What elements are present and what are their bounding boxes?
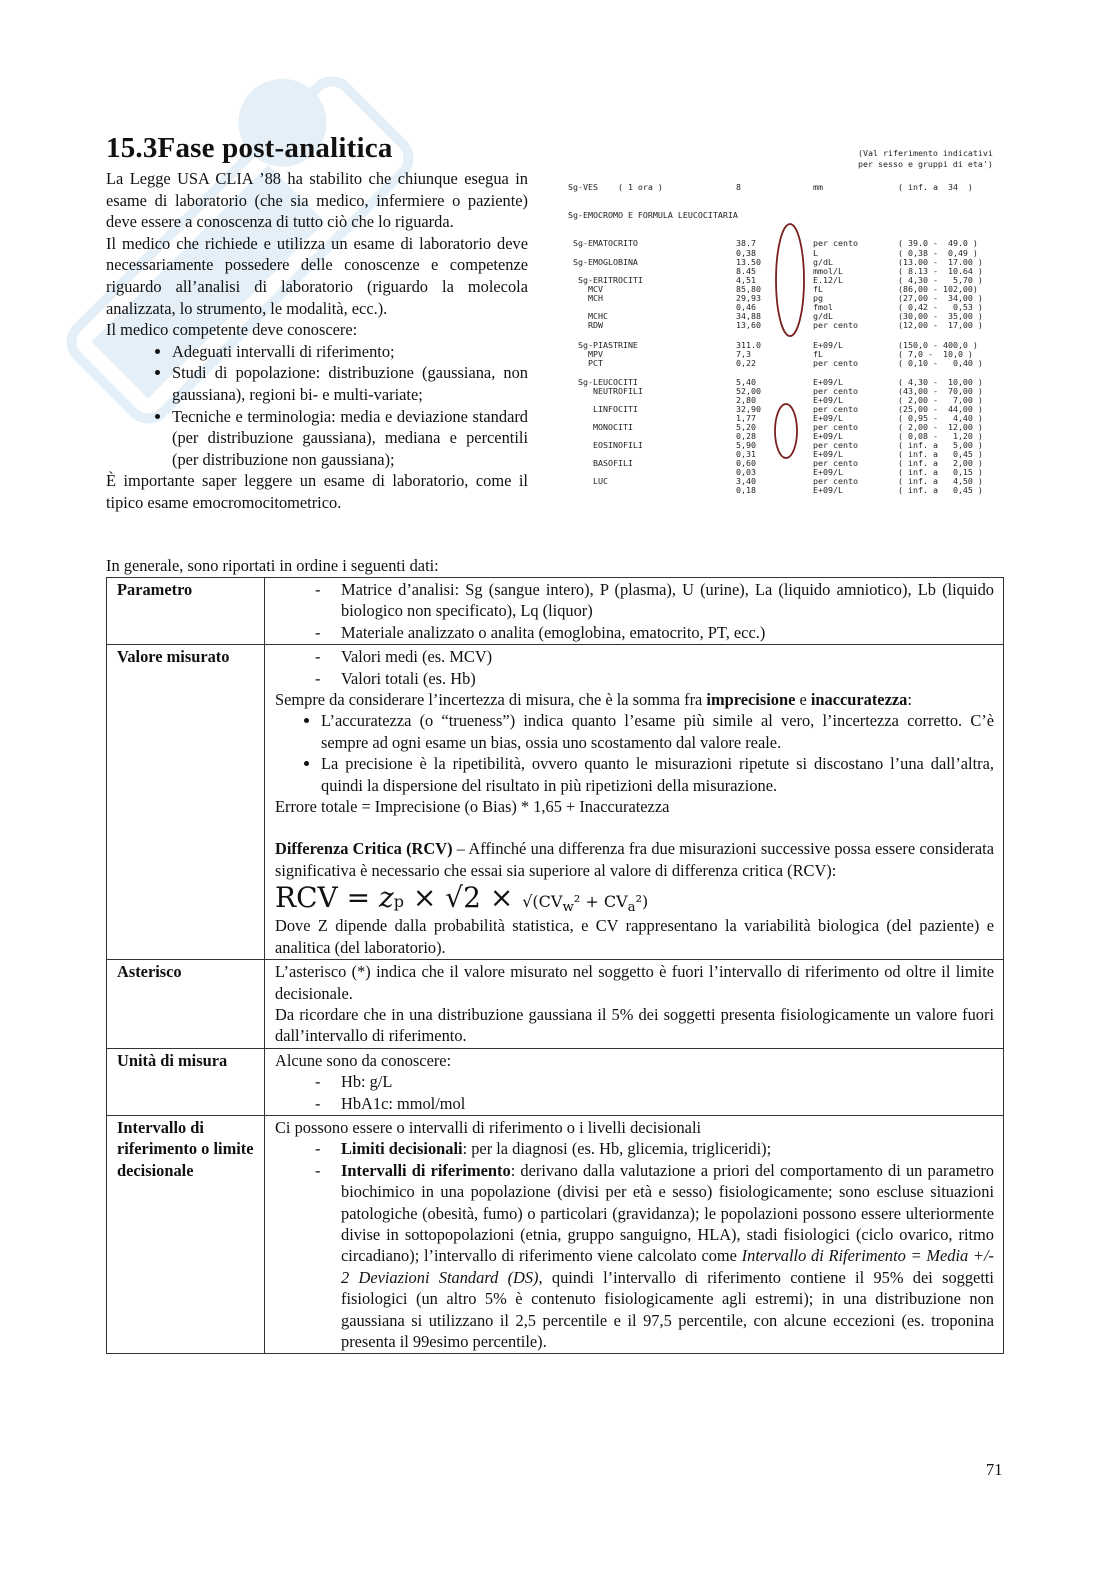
lab-range: ( 0,38 - 0,49 ) xyxy=(898,248,978,258)
lab-unit: fL xyxy=(813,349,823,359)
lab-name: NEUTROFILI xyxy=(568,386,643,396)
lab-range: (25,00 - 44,00 ) xyxy=(898,404,983,414)
lab-unit: per cento xyxy=(813,404,858,414)
lab-range: ( 2,00 - 7,00 ) xyxy=(898,395,983,405)
lab-name: Sg-EMOCROMO E FORMULA LEUCOCITARIA xyxy=(568,210,738,220)
asterisk-text: Da ricordare che in una distribuzione gaussiana il 5% dei soggetti presenta fisiologicamente un valore fuori dall’intervallo di riferimento. xyxy=(275,1004,994,1046)
lab-range: ( inf. a 0,45 ) xyxy=(898,485,983,495)
lab-range: (150,0 - 400,0 ) xyxy=(898,340,978,350)
lab-value: 29,93 xyxy=(736,293,761,303)
lab-range: (12,00 - 17,00 ) xyxy=(898,320,983,330)
lab-name: Sg-PIASTRINE xyxy=(568,340,638,350)
lab-unit: g/dL xyxy=(813,257,833,267)
lab-value: 0,46 xyxy=(736,302,756,312)
lab-value: 0,28 xyxy=(736,431,756,441)
row-label: Valore misurato xyxy=(107,645,265,960)
lab-range: ( 8.13 - 10.64 ) xyxy=(898,266,983,276)
table-row xyxy=(107,645,1004,960)
lab-value: 5,90 xyxy=(736,440,756,450)
intro-text xyxy=(106,168,528,514)
highlight-oval xyxy=(776,224,804,336)
table-row xyxy=(107,578,1004,645)
dash-list xyxy=(275,1071,994,1114)
lab-range: ( inf. a 2,00 ) xyxy=(898,458,983,468)
lab-range: ( inf. a 4,50 ) xyxy=(898,476,983,486)
lab-unit: E+09/L xyxy=(813,395,843,405)
lab-range: (13.00 - 17.00 ) xyxy=(898,257,983,267)
lab-unit: per cento xyxy=(813,238,858,248)
lab-unit: g/dL xyxy=(813,311,833,321)
highlight-ovals xyxy=(558,148,1028,503)
lab-value: 0,03 xyxy=(736,467,756,477)
list-item: • Studi di popolazione: distribuzione (gaussiana, non gaussiana), regioni bi- e multi-variate; xyxy=(172,362,528,405)
lab-value: 0,38 xyxy=(736,248,756,258)
lab-name: BASOFILI xyxy=(568,458,633,468)
lab-unit: per cento xyxy=(813,386,858,396)
lab-value: 13,60 xyxy=(736,320,761,330)
data-table xyxy=(106,577,1004,1354)
interval-intro: Ci possono essere o intervalli di riferimento o i livelli decisionali xyxy=(275,1117,702,1137)
intro-paragraph: Il medico competente deve conoscere: xyxy=(106,320,358,340)
lab-unit: pg xyxy=(813,293,823,303)
lab-unit: per cento xyxy=(813,458,858,468)
lab-value: 0,22 xyxy=(736,358,756,368)
lab-value: 311.0 xyxy=(736,340,761,350)
lab-value: 7,3 xyxy=(736,349,751,359)
lab-range: (43,00 - 70,00 ) xyxy=(898,386,983,396)
row-label: Intervallo di riferimento o limite decisionale xyxy=(107,1115,265,1353)
lab-unit: E+09/L xyxy=(813,377,843,387)
list-item: - Valori totali (es. Hb) xyxy=(315,668,994,689)
bullet-list xyxy=(275,710,994,796)
lab-value: 34,88 xyxy=(736,311,761,321)
lab-name: MCHC xyxy=(568,311,608,321)
lab-range: ( 4,30 - 10,00 ) xyxy=(898,377,983,387)
lab-range: ( 0,95 - 4,40 ) xyxy=(898,413,983,423)
total-error-text: Errore totale = Imprecisione (o Bias) * 1,65 + Inaccuratezza xyxy=(275,797,670,817)
row-content xyxy=(265,578,1004,645)
lab-report-image xyxy=(558,148,1028,503)
lab-value: 32,90 xyxy=(736,404,761,414)
dash-list xyxy=(275,646,994,689)
lab-unit: per cento xyxy=(813,476,858,486)
lab-range: ( 4,30 - 5,70 ) xyxy=(898,275,983,285)
lab-unit: E+09/L xyxy=(813,413,843,423)
lab-value: 85,80 xyxy=(736,284,761,294)
asterisk-text: L’asterisco (*) indica che il valore misurato nel soggetto è fuori l’intervallo di riferimento od oltre il limite decisionale. xyxy=(275,962,994,1003)
lab-value: 0,60 xyxy=(736,458,756,468)
lab-unit: per cento xyxy=(813,440,858,450)
lab-unit: fL xyxy=(813,284,823,294)
list-item: • Tecniche e terminologia: media e deviazione standard (per distribuzione gaussiana), mediana e percentili (per distribuzione non gaussiana); xyxy=(172,406,528,471)
lab-name: PCT xyxy=(568,358,603,368)
lab-name: EOSINOFILI xyxy=(568,440,643,450)
lab-unit: E+09/L xyxy=(813,467,843,477)
lab-unit: E+09/L xyxy=(813,431,843,441)
lab-name: Sg-EMATOCRITO xyxy=(568,238,638,248)
lab-name: Sg-ERITROCITI xyxy=(568,275,643,285)
lab-name: LINFOCITI xyxy=(568,404,638,414)
lab-unit: mmol/L xyxy=(813,266,843,276)
list-item: - Limiti decisionali: per la diagnosi (es. Hb, glicemia, trigliceridi); xyxy=(315,1138,994,1159)
rcv-explanation: Dove Z dipende dalla probabilità statistica, e CV rappresentano la variabilità biologica (del paziente) e analitica (del laboratorio). xyxy=(275,916,994,957)
section-title: 15.3Fase post-analitica xyxy=(106,132,393,164)
row-label: Parametro xyxy=(107,578,265,645)
intro-bullet-list xyxy=(106,341,528,471)
lab-range: ( inf. a 0,45 ) xyxy=(898,449,983,459)
lab-value: 3,40 xyxy=(736,476,756,486)
lab-range: ( 2,00 - 12,00 ) xyxy=(898,422,983,432)
dash-list xyxy=(275,579,994,643)
lab-value: 1,77 xyxy=(736,413,756,423)
rcv-formula: RCV = zp × $√2 \times √(CV_w^2 + CV_a^2)$ xyxy=(275,881,649,916)
lab-value: 0,31 xyxy=(736,449,756,459)
highlight-oval xyxy=(775,404,797,458)
lab-name: MCH xyxy=(568,293,603,303)
list-item: • L’accuratezza (o “trueness”) indica quanto l’esame più simile al vero, l’incertezza corretto. C’è sempre ad ogni esame un bias, ossia uno scostamento dal valore reale. xyxy=(321,710,994,753)
lab-range: ( 0,10 - 0,40 ) xyxy=(898,358,983,368)
list-item: - Matrice d’analisi: Sg (sangue intero), P (plasma), U (urine), La (liquido amniotico), Lb (liquido biologico non specificato), Lq (liquor) xyxy=(315,579,994,622)
lab-name: MONOCITI xyxy=(568,422,633,432)
lab-unit: E.12/L xyxy=(813,275,843,285)
row-content xyxy=(265,1048,1004,1115)
lab-range: (86,00 - 102,00) xyxy=(898,284,978,294)
lab-unit: per cento xyxy=(813,358,858,368)
lab-report-note: (Val riferimento indicativi per sesso e gruppi di eta') xyxy=(858,148,993,169)
row-label: Unità di misura xyxy=(107,1048,265,1115)
lab-name: Sg-LEUCOCITI xyxy=(568,377,638,387)
lab-range: ( 39.0 - 49.0 ) xyxy=(898,238,978,248)
lab-name: MCV xyxy=(568,284,603,294)
page-number: 71 xyxy=(986,1460,1003,1479)
list-item: - Valori medi (es. MCV) xyxy=(315,646,994,667)
lab-name: Sg-EMOGLOBINA xyxy=(568,257,638,267)
lab-range: ( 0,08 - 1,20 ) xyxy=(898,431,983,441)
lab-name: MPV xyxy=(568,349,603,359)
lab-value: 8.45 xyxy=(736,266,756,276)
dash-list xyxy=(275,1138,994,1352)
intro-paragraph: La Legge USA CLIA ’88 ha stabilito che chiunque esegua in esame di laboratorio (che sia medico, infermiere o paziente) deve essere a conoscenza di tutto ciò che lo riguarda. xyxy=(106,169,528,232)
list-item: • La precisione è la ripetibilità, ovvero quanto le misurazioni ripetute si discostano l’una dall’altra, quindi la dispersione del risultato in più ripetizioni della misurazione. xyxy=(321,753,994,796)
intro-paragraph: È importante saper leggere un esame di laboratorio, come il tipico esame emocromocitometrico. xyxy=(106,471,528,512)
lab-unit: E+09/L xyxy=(813,449,843,459)
list-item: • Adeguati intervalli di riferimento; xyxy=(172,341,528,363)
row-content xyxy=(265,1115,1004,1353)
lab-value: 38.7 xyxy=(736,238,756,248)
lab-unit: per cento xyxy=(813,320,858,330)
units-intro: Alcune sono da conoscere: xyxy=(275,1050,452,1070)
table-row xyxy=(107,1115,1004,1353)
rcv-text: Differenza Critica (RCV) – Affinché una differenza fra due misurazioni successive possa essere considerata significativa è necessario che essai sia superiore al valore di differenza critica (RCV): xyxy=(275,839,994,880)
lab-name: Sg-VES ( 1 ora ) xyxy=(568,182,663,192)
lab-name: LUC xyxy=(568,476,608,486)
row-content xyxy=(265,960,1004,1049)
intro-paragraph: Il medico che richiede e utilizza un esame di laboratorio deve necessariamente possedere delle conoscenze e competenze riguardo all’analisi di laboratorio (riguardo la molecola analizzata, lo strumento, le modalità, ecc.). xyxy=(106,233,528,318)
row-content xyxy=(265,645,1004,960)
lab-unit: L xyxy=(813,248,818,258)
table-row xyxy=(107,1048,1004,1115)
lab-value: 13.50 xyxy=(736,257,761,267)
lab-unit: E+09/L xyxy=(813,485,843,495)
list-item: - Intervalli di riferimento: derivano dalla valutazione a priori del comportamento di un parametro biochimico in una popolazione (divisi per età e sesso) fisiologicamente; sono escluse situazioni patologiche (obesità, fumo) o particolari (gravidanza); le popolazioni possono essere ulteriormente divise in sottopopolazioni (etnia, gruppo sanguigno, HLA), stadi fisiologici (ciclo ovarico, ritmo circadiano); l’intervallo di riferimento viene calcolato come Intervallo di Riferimento = Media +/- 2 Deviazioni Standard (DS), quindi l’intervallo di riferimento contiene il 95% dei soggetti fisiologici (un altro 5% è contenuto fisiologicamente agli estremi); in una distribuzione non gaussiana si utilizzano il 2,5 percentile e il 97,5 percentile, con alcune eccezioni (es. troponina presenta il 99esimo percentile). xyxy=(315,1160,994,1353)
lab-value: 52,00 xyxy=(736,386,761,396)
lab-range: (30,00 - 35,00 ) xyxy=(898,311,983,321)
lab-value: 2,80 xyxy=(736,395,756,405)
lab-range: ( inf. a 34 ) xyxy=(898,182,973,192)
lab-range: ( inf. a 5,00 ) xyxy=(898,440,983,450)
lab-value: 5,20 xyxy=(736,422,756,432)
lab-range: ( 0,42 - 0,53 ) xyxy=(898,302,983,312)
lab-range: ( 7,0 - 10,0 ) xyxy=(898,349,973,359)
lab-range: ( inf. a 0,15 ) xyxy=(898,467,983,477)
list-item: - Hb: g/L xyxy=(315,1071,994,1092)
uncertainty-text: Sempre da considerare l’incertezza di misura, che è la somma fra imprecisione e inaccuratezza: xyxy=(275,690,912,710)
table-row xyxy=(107,960,1004,1049)
list-item: - HbA1c: mmol/mol xyxy=(315,1093,994,1114)
lab-value: 4,51 xyxy=(736,275,756,285)
lab-value: 0,18 xyxy=(736,485,756,495)
lab-range: (27,00 - 34,00 ) xyxy=(898,293,983,303)
lab-unit: fmol xyxy=(813,302,833,312)
lab-name: RDW xyxy=(568,320,603,330)
lab-unit: per cento xyxy=(813,422,858,432)
row-label: Asterisco xyxy=(107,960,265,1049)
lab-unit: mm xyxy=(813,182,823,192)
list-item: - Materiale analizzato o analita (emoglobina, ematocrito, PT, ecc.) xyxy=(315,622,994,643)
lab-unit: E+09/L xyxy=(813,340,843,350)
lab-value: 8 xyxy=(736,182,741,192)
table-caption: In generale, sono riportati in ordine i seguenti dati: xyxy=(106,556,439,575)
lab-value: 5,40 xyxy=(736,377,756,387)
